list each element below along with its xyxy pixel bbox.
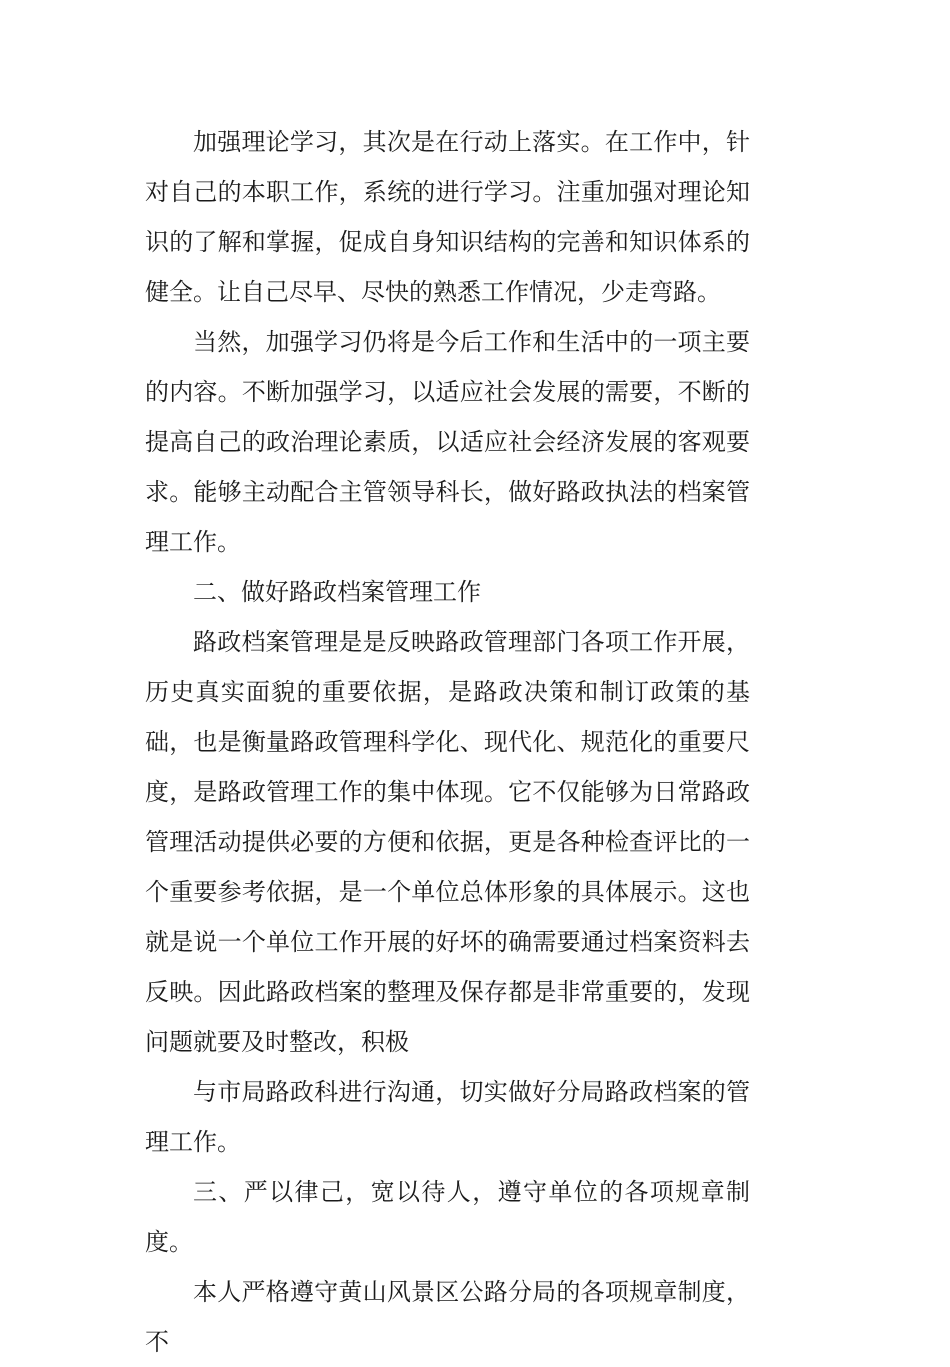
section-heading-archives: 二、做好路政档案管理工作 bbox=[193, 578, 481, 606]
paragraph-continued-learning: 当然，加强学习仍将是今后工作和生活中的一项主要的内容。不断加强学习，以适应社会发展的需要，不断的提高自己的政治理论素质，以适应社会经济发展的客观要求。能够主动配合主管领导科长，做好路政执法的档案管理工作。 bbox=[145, 328, 750, 556]
paragraph-communication: 与市局路政科进行沟通，切实做好分局路政档案的管理工作。 bbox=[145, 1078, 750, 1156]
section-heading-discipline: 三、严以律己，宽以待人，遵守单位的各项规章制度。 bbox=[145, 1178, 750, 1256]
paragraph-rules: 本人严格遵守黄山风景区公路分局的各项规章制度，不 bbox=[145, 1278, 750, 1356]
paragraph-archives-importance: 路政档案管理是是反映路政管理部门各项工作开展，历史真实面貌的重要依据，是路政决策和制订政策的基础，也是衡量路政管理科学化、现代化、规范化的重要尺度，是路政管理工作的集中体现。它不仅能够为日常路政管理活动提供必要的方便和依据，更是各种检查评比的一个重要参考依据，是一个单位总体形象的具体展示。这也就是说一个单位工作开展的好坏的确需要通过档案资料去反映。因此路政档案的整理及保存都是非常重要的，发现问题就要及时整改，积极 bbox=[145, 628, 750, 1056]
paragraph-study: 加强理论学习，其次是在行动上落实。在工作中，针对自己的本职工作，系统的进行学习。注重加强对理论知识的了解和掌握，促成自身知识结构的完善和知识体系的健全。让自己尽早、尽快的熟悉工作情况，少走弯路。 bbox=[145, 128, 750, 306]
